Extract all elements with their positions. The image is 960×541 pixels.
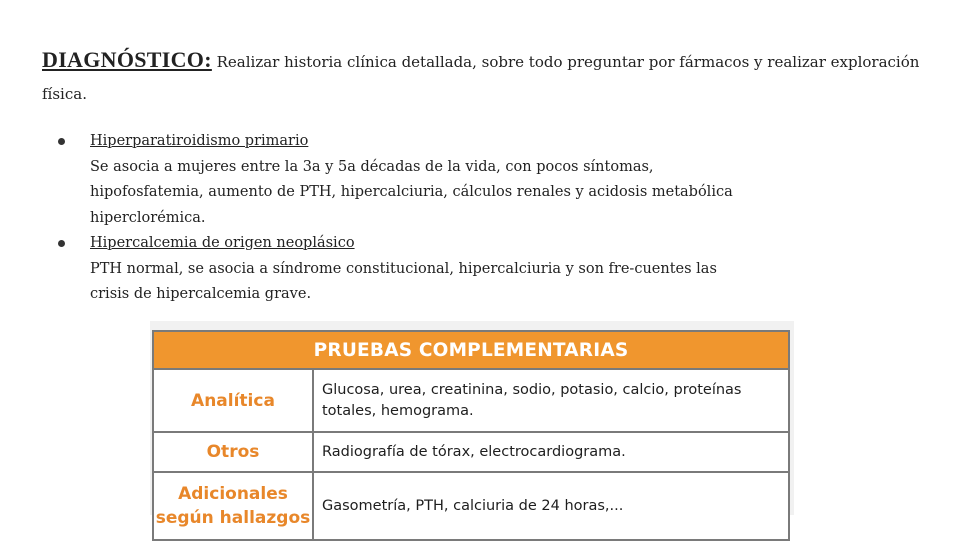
bullet-description: Se asocia a mujeres entre la 3a y 5a décadas de la vida, con pocos síntomas, hipofosfatemia, aumento de PTH, hipercalciuria, cálculos renales y acidosis metabólica hiperclorémica. bbox=[90, 158, 733, 226]
category-label: Analítica bbox=[191, 390, 275, 411]
value-cell: Radiografía de tórax, electrocardiograma. bbox=[313, 432, 789, 472]
category-label: según hallazgos bbox=[155, 508, 311, 528]
bullet-icon bbox=[58, 138, 65, 145]
bullet-title: Hiperparatiroidismo primario bbox=[90, 133, 309, 149]
diagnosis-label: DIAGNÓSTICO: bbox=[42, 47, 212, 72]
tests-table-image bbox=[150, 321, 794, 528]
diagnosis-text: Realizar historia clínica detallada, sobre todo preguntar por fármacos y realizar exploración física. bbox=[42, 53, 920, 103]
table-header: PRUEBAS COMPLEMENTARIAS bbox=[153, 331, 789, 369]
table-row bbox=[153, 472, 789, 540]
bullet-icon bbox=[58, 240, 65, 247]
list-item bbox=[56, 231, 756, 308]
diagnosis-paragraph bbox=[42, 44, 922, 110]
bullet-list bbox=[56, 129, 756, 308]
category-cell bbox=[153, 432, 313, 472]
tests-table bbox=[152, 330, 790, 541]
value-cell: Gasometría, PTH, calciuria de 24 horas,... bbox=[313, 472, 789, 540]
category-cell bbox=[153, 369, 313, 432]
table-row bbox=[153, 432, 789, 472]
category-cell bbox=[153, 472, 313, 540]
bullet-title: Hipercalcemia de origen neoplásico bbox=[90, 235, 355, 251]
list-item bbox=[56, 129, 756, 231]
category-label: Adicionales bbox=[178, 484, 288, 504]
category-label: Otros bbox=[206, 442, 260, 462]
bullet-description: PTH normal, se asocia a síndrome constitucional, hipercalciuria y son fre-cuentes las crisis de hipercalcemia grave. bbox=[90, 260, 717, 302]
value-cell: Glucosa, urea, creatinina, sodio, potasio, calcio, proteínas totales, hemograma. bbox=[313, 369, 789, 432]
table-row bbox=[153, 369, 789, 432]
